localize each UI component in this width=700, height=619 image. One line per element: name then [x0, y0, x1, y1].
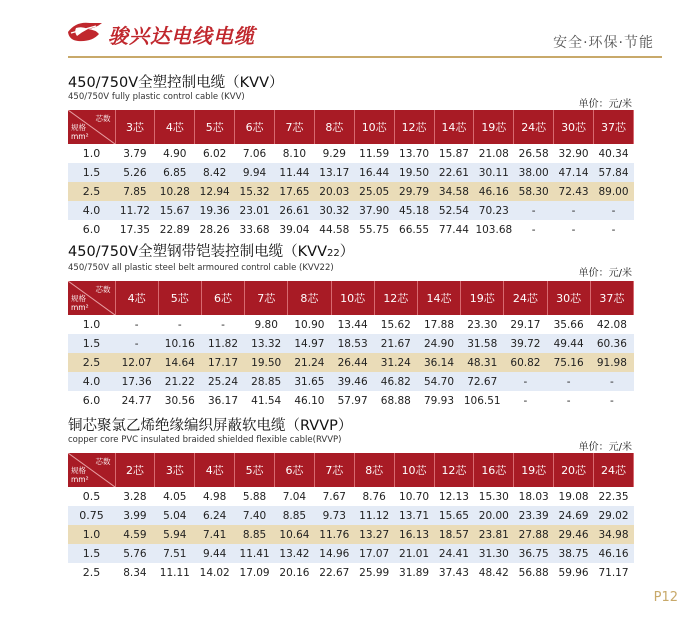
price-cell: 8.85 [275, 506, 315, 525]
price-cell: 57.97 [331, 391, 374, 410]
price-cell: - [504, 372, 547, 391]
price-table-rvvp [68, 453, 634, 582]
price-cell: 3.79 [115, 144, 155, 163]
price-cell: 7.51 [155, 544, 195, 563]
corner-label-spec-text: 规格 [71, 466, 86, 475]
price-cell: 29.46 [554, 525, 594, 544]
price-cell: 22.89 [155, 220, 195, 239]
price-cell: 42.08 [590, 315, 633, 334]
price-cell: 13.71 [394, 506, 434, 525]
corner-label-spec [71, 123, 89, 141]
price-cell: - [115, 334, 158, 353]
price-cell: 20.00 [474, 506, 514, 525]
price-cell: 30.56 [158, 391, 201, 410]
price-cell: 39.46 [331, 372, 374, 391]
price-cell: 30.11 [474, 163, 514, 182]
price-cell: 41.54 [245, 391, 288, 410]
price-cell: 103.68 [474, 220, 514, 239]
price-cell: - [201, 315, 244, 334]
page-header [0, 0, 700, 62]
price-cell: - [504, 391, 547, 410]
price-cell: 5.26 [115, 163, 155, 182]
column-header: 10芯 [354, 110, 394, 144]
price-cell: 68.88 [374, 391, 417, 410]
corner-label-spec-text: 规格 [71, 123, 86, 132]
price-cell: 77.44 [434, 220, 474, 239]
column-header: 4芯 [155, 110, 195, 144]
column-header: 19芯 [461, 281, 504, 315]
price-cell: 46.16 [474, 182, 514, 201]
price-cell: 9.94 [235, 163, 275, 182]
price-cell: - [590, 372, 633, 391]
column-header: 4芯 [195, 453, 235, 487]
price-cell: 21.24 [288, 353, 331, 372]
price-cell: 19.50 [394, 163, 434, 182]
column-header: 16芯 [474, 453, 514, 487]
row-spec: 1.0 [68, 315, 115, 334]
column-header: 5芯 [235, 453, 275, 487]
price-cell: 3.99 [115, 506, 155, 525]
price-cell: - [594, 220, 634, 239]
table-row [68, 315, 634, 334]
column-header: 24芯 [504, 281, 547, 315]
price-cell: 58.30 [514, 182, 554, 201]
price-cell: 36.14 [417, 353, 460, 372]
price-cell: 18.03 [514, 487, 554, 506]
column-header: 12芯 [394, 110, 434, 144]
price-cell: 11.11 [155, 563, 195, 582]
corner-label-unit: mm² [71, 303, 89, 312]
table-row [68, 144, 634, 163]
table-row [68, 353, 634, 372]
row-spec: 2.5 [68, 563, 115, 582]
table-row [68, 220, 634, 239]
column-header: 10芯 [331, 281, 374, 315]
price-cell: 5.04 [155, 506, 195, 525]
price-cell: 35.66 [547, 315, 590, 334]
price-cell: 44.58 [314, 220, 354, 239]
price-cell: 16.44 [354, 163, 394, 182]
column-header: 19芯 [514, 453, 554, 487]
table-row [68, 525, 634, 544]
price-cell: 5.94 [155, 525, 195, 544]
price-cell: 11.76 [314, 525, 354, 544]
price-cell: 17.07 [354, 544, 394, 563]
price-cell: 46.16 [594, 544, 634, 563]
section-rvvp [68, 417, 668, 582]
price-cell: 25.05 [354, 182, 394, 201]
price-cell: 75.16 [547, 353, 590, 372]
price-cell: 27.88 [514, 525, 554, 544]
price-cell: - [547, 391, 590, 410]
price-cell: 71.17 [594, 563, 634, 582]
price-cell: 72.67 [461, 372, 504, 391]
price-cell: 7.85 [115, 182, 155, 201]
row-spec: 0.75 [68, 506, 115, 525]
price-cell: 5.88 [235, 487, 275, 506]
row-spec: 2.5 [68, 353, 115, 372]
price-cell: 11.41 [235, 544, 275, 563]
price-cell: 21.08 [474, 144, 514, 163]
corner-label-unit: mm² [71, 475, 89, 484]
price-cell: 29.79 [394, 182, 434, 201]
section-title: 450/750V全塑控制电缆（KVV） [68, 75, 284, 91]
price-cell: 17.65 [275, 182, 315, 201]
price-cell: 6.02 [195, 144, 235, 163]
price-unit: 单价：元/米 [578, 442, 632, 453]
price-cell: 8.76 [354, 487, 394, 506]
price-cell: 15.32 [235, 182, 275, 201]
price-cell: 9.29 [314, 144, 354, 163]
price-cell: 7.41 [195, 525, 235, 544]
table-row [68, 372, 634, 391]
table-row [68, 563, 634, 582]
header-divider [68, 56, 662, 58]
price-cell: 14.02 [195, 563, 235, 582]
price-cell: 72.43 [554, 182, 594, 201]
corner-label-spec-text: 规格 [71, 294, 86, 303]
column-header: 3芯 [155, 453, 195, 487]
price-cell: 29.17 [504, 315, 547, 334]
row-spec: 0.5 [68, 487, 115, 506]
price-cell: 79.93 [417, 391, 460, 410]
price-cell: - [514, 220, 554, 239]
price-cell: 31.30 [474, 544, 514, 563]
price-cell: 8.34 [115, 563, 155, 582]
price-cell: 56.88 [514, 563, 554, 582]
price-cell: 12.94 [195, 182, 235, 201]
price-cell: 18.53 [331, 334, 374, 353]
price-cell: 17.17 [201, 353, 244, 372]
price-cell: 47.14 [554, 163, 594, 182]
price-cell: 17.35 [115, 220, 155, 239]
price-cell: 36.75 [514, 544, 554, 563]
price-cell: - [554, 201, 594, 220]
price-cell: 12.13 [434, 487, 474, 506]
price-cell: 7.67 [314, 487, 354, 506]
price-cell: - [554, 220, 594, 239]
price-cell: 33.68 [235, 220, 275, 239]
price-cell: 29.02 [594, 506, 634, 525]
column-header: 5芯 [195, 110, 235, 144]
price-cell: 19.08 [554, 487, 594, 506]
brand-slogan: 安全·环保·节能 [553, 35, 654, 51]
price-cell: 26.44 [331, 353, 374, 372]
price-cell: 66.55 [394, 220, 434, 239]
price-cell: 37.43 [434, 563, 474, 582]
column-header: 24芯 [594, 453, 634, 487]
price-cell: 10.90 [288, 315, 331, 334]
price-cell: 21.22 [158, 372, 201, 391]
column-header: 6芯 [201, 281, 244, 315]
column-header: 7芯 [314, 453, 354, 487]
price-cell: 28.26 [195, 220, 235, 239]
price-cell: 13.44 [331, 315, 374, 334]
corner-label-cores: 芯数 [95, 285, 111, 294]
price-cell: - [590, 391, 633, 410]
row-spec: 4.0 [68, 201, 115, 220]
price-cell: 25.99 [354, 563, 394, 582]
column-header: 7芯 [245, 281, 288, 315]
price-table-kvv22 [68, 281, 634, 410]
price-cell: 9.44 [195, 544, 235, 563]
price-cell: 11.82 [201, 334, 244, 353]
price-cell: 49.44 [547, 334, 590, 353]
brand-name: 骏兴达电线电缆 [108, 24, 255, 48]
price-cell: 14.64 [158, 353, 201, 372]
price-cell: 19.50 [245, 353, 288, 372]
price-cell: 34.58 [434, 182, 474, 201]
column-header: 5芯 [158, 281, 201, 315]
price-cell: 14.96 [314, 544, 354, 563]
price-cell: 24.69 [554, 506, 594, 525]
price-cell: 37.90 [354, 201, 394, 220]
price-unit: 单价：元/米 [578, 99, 632, 110]
price-cell: 18.57 [434, 525, 474, 544]
price-cell: 15.87 [434, 144, 474, 163]
price-cell: 13.27 [354, 525, 394, 544]
price-cell: 59.96 [554, 563, 594, 582]
corner-label-spec [71, 466, 89, 484]
row-spec: 1.5 [68, 544, 115, 563]
row-spec: 1.5 [68, 334, 115, 353]
section-title-end: ） [339, 244, 355, 260]
price-cell: 17.36 [115, 372, 158, 391]
price-cell: 3.28 [115, 487, 155, 506]
price-cell: 7.04 [275, 487, 315, 506]
section-subtitle: 450/750V all plastic steel belt armoured control cable (KVV22) [68, 263, 334, 273]
column-header: 14芯 [434, 110, 474, 144]
price-cell: 7.06 [235, 144, 275, 163]
corner-label-spec [71, 294, 89, 312]
table-corner-header [68, 110, 115, 144]
column-header: 20芯 [554, 453, 594, 487]
price-cell: 8.10 [275, 144, 315, 163]
corner-label-cores: 芯数 [95, 114, 111, 123]
price-cell: 4.98 [195, 487, 235, 506]
price-cell: 52.54 [434, 201, 474, 220]
price-cell: 15.30 [474, 487, 514, 506]
price-cell: 24.90 [417, 334, 460, 353]
price-cell: 24.77 [115, 391, 158, 410]
price-cell: 31.65 [288, 372, 331, 391]
column-header: 19芯 [474, 110, 514, 144]
column-header: 3芯 [115, 110, 155, 144]
price-cell: 20.03 [314, 182, 354, 201]
price-cell: 31.89 [394, 563, 434, 582]
column-header: 8芯 [288, 281, 331, 315]
price-cell: 13.17 [314, 163, 354, 182]
column-header: 30芯 [547, 281, 590, 315]
price-cell: 23.30 [461, 315, 504, 334]
price-cell: 6.24 [195, 506, 235, 525]
column-header: 6芯 [235, 110, 275, 144]
corner-label-cores: 芯数 [95, 457, 111, 466]
price-cell: 23.01 [235, 201, 275, 220]
price-cell: 10.28 [155, 182, 195, 201]
price-cell: 21.67 [374, 334, 417, 353]
section-kvv [68, 74, 668, 234]
price-cell: 17.88 [417, 315, 460, 334]
price-cell: 15.65 [434, 506, 474, 525]
section-title-subscript: 22 [327, 248, 340, 259]
price-cell: 4.90 [155, 144, 195, 163]
price-cell: 106.51 [461, 391, 504, 410]
price-cell: - [547, 372, 590, 391]
price-cell: 9.80 [245, 315, 288, 334]
price-cell: 54.70 [417, 372, 460, 391]
price-cell: 55.75 [354, 220, 394, 239]
price-cell: 12.07 [115, 353, 158, 372]
price-cell: 20.16 [275, 563, 315, 582]
price-cell: 8.85 [235, 525, 275, 544]
price-cell: - [514, 201, 554, 220]
price-cell: 45.18 [394, 201, 434, 220]
brand-logo-icon [66, 20, 104, 44]
price-cell: 9.73 [314, 506, 354, 525]
column-header: 8芯 [314, 110, 354, 144]
price-cell: 11.72 [115, 201, 155, 220]
table-row [68, 544, 634, 563]
price-cell: 32.90 [554, 144, 594, 163]
price-cell: 60.36 [590, 334, 633, 353]
column-header: 12芯 [434, 453, 474, 487]
price-cell: 13.32 [245, 334, 288, 353]
row-spec: 2.5 [68, 182, 115, 201]
price-table-kvv [68, 110, 634, 239]
column-header: 14芯 [417, 281, 460, 315]
price-cell: 19.36 [195, 201, 235, 220]
page-number: P12 [653, 590, 678, 605]
price-cell: 40.34 [594, 144, 634, 163]
price-cell: 25.24 [201, 372, 244, 391]
price-cell: 22.35 [594, 487, 634, 506]
price-cell: 26.61 [275, 201, 315, 220]
price-cell: 34.98 [594, 525, 634, 544]
section-kvv22 [68, 243, 668, 405]
column-header: 4芯 [115, 281, 158, 315]
price-cell: 24.41 [434, 544, 474, 563]
table-row [68, 334, 634, 353]
column-header: 2芯 [115, 453, 155, 487]
price-cell: 31.58 [461, 334, 504, 353]
price-cell: 14.97 [288, 334, 331, 353]
column-header: 12芯 [374, 281, 417, 315]
column-header: 24芯 [514, 110, 554, 144]
price-cell: 17.09 [235, 563, 275, 582]
price-cell: - [115, 315, 158, 334]
price-cell: 22.67 [314, 563, 354, 582]
table-row [68, 506, 634, 525]
price-cell: 5.76 [115, 544, 155, 563]
price-cell: 11.44 [275, 163, 315, 182]
price-cell: 39.04 [275, 220, 315, 239]
price-cell: 15.62 [374, 315, 417, 334]
price-cell: 89.00 [594, 182, 634, 201]
price-cell: 4.05 [155, 487, 195, 506]
column-header: 10芯 [394, 453, 434, 487]
section-subtitle: copper core PVC insulated braided shielded flexible cable(RVVP) [68, 435, 342, 445]
row-spec: 4.0 [68, 372, 115, 391]
row-spec: 1.0 [68, 525, 115, 544]
price-cell: 23.81 [474, 525, 514, 544]
row-spec: 6.0 [68, 391, 115, 410]
price-cell: 21.01 [394, 544, 434, 563]
price-cell: 36.17 [201, 391, 244, 410]
price-cell: 22.61 [434, 163, 474, 182]
column-header: 37芯 [590, 281, 633, 315]
price-cell: 11.12 [354, 506, 394, 525]
table-row [68, 487, 634, 506]
price-cell: 39.72 [504, 334, 547, 353]
price-cell: 23.39 [514, 506, 554, 525]
column-header: 30芯 [554, 110, 594, 144]
corner-label-unit: mm² [71, 132, 89, 141]
price-cell: 10.64 [275, 525, 315, 544]
price-cell: 7.40 [235, 506, 275, 525]
price-cell: 30.32 [314, 201, 354, 220]
table-corner-header [68, 453, 115, 487]
section-subtitle: 450/750V fully plastic control cable (KVV) [68, 92, 245, 102]
table-row [68, 163, 634, 182]
price-cell: 48.42 [474, 563, 514, 582]
section-title [68, 243, 668, 263]
section-title: 铜芯聚氯乙烯绝缘编织屏蔽软电缆（RVVP） [68, 418, 353, 434]
price-cell: 13.70 [394, 144, 434, 163]
price-cell: 11.59 [354, 144, 394, 163]
price-cell: 10.70 [394, 487, 434, 506]
table-corner-header [68, 281, 115, 315]
price-cell: 28.85 [245, 372, 288, 391]
column-header: 8芯 [354, 453, 394, 487]
price-cell: 60.82 [504, 353, 547, 372]
table-row [68, 182, 634, 201]
column-header: 7芯 [275, 110, 315, 144]
table-row [68, 391, 634, 410]
price-cell: 70.23 [474, 201, 514, 220]
price-cell: 38.00 [514, 163, 554, 182]
section-title-main: 450/750V全塑钢带铠装控制电缆（KVV [68, 244, 328, 260]
row-spec: 1.0 [68, 144, 115, 163]
price-cell: 26.58 [514, 144, 554, 163]
price-cell: 38.75 [554, 544, 594, 563]
price-cell: 13.42 [275, 544, 315, 563]
column-header: 37芯 [594, 110, 634, 144]
price-cell: 31.24 [374, 353, 417, 372]
price-cell: 8.42 [195, 163, 235, 182]
price-cell: 48.31 [461, 353, 504, 372]
price-cell: 4.59 [115, 525, 155, 544]
price-cell: 16.13 [394, 525, 434, 544]
row-spec: 1.5 [68, 163, 115, 182]
price-cell: 15.67 [155, 201, 195, 220]
price-cell: 10.16 [158, 334, 201, 353]
price-cell: - [594, 201, 634, 220]
row-spec: 6.0 [68, 220, 115, 239]
price-cell: 46.82 [374, 372, 417, 391]
price-unit: 单价：元/米 [578, 268, 632, 279]
table-row [68, 201, 634, 220]
price-cell: 91.98 [590, 353, 633, 372]
price-cell: - [158, 315, 201, 334]
price-cell: 57.84 [594, 163, 634, 182]
column-header: 6芯 [275, 453, 315, 487]
price-cell: 46.10 [288, 391, 331, 410]
price-cell: 6.85 [155, 163, 195, 182]
